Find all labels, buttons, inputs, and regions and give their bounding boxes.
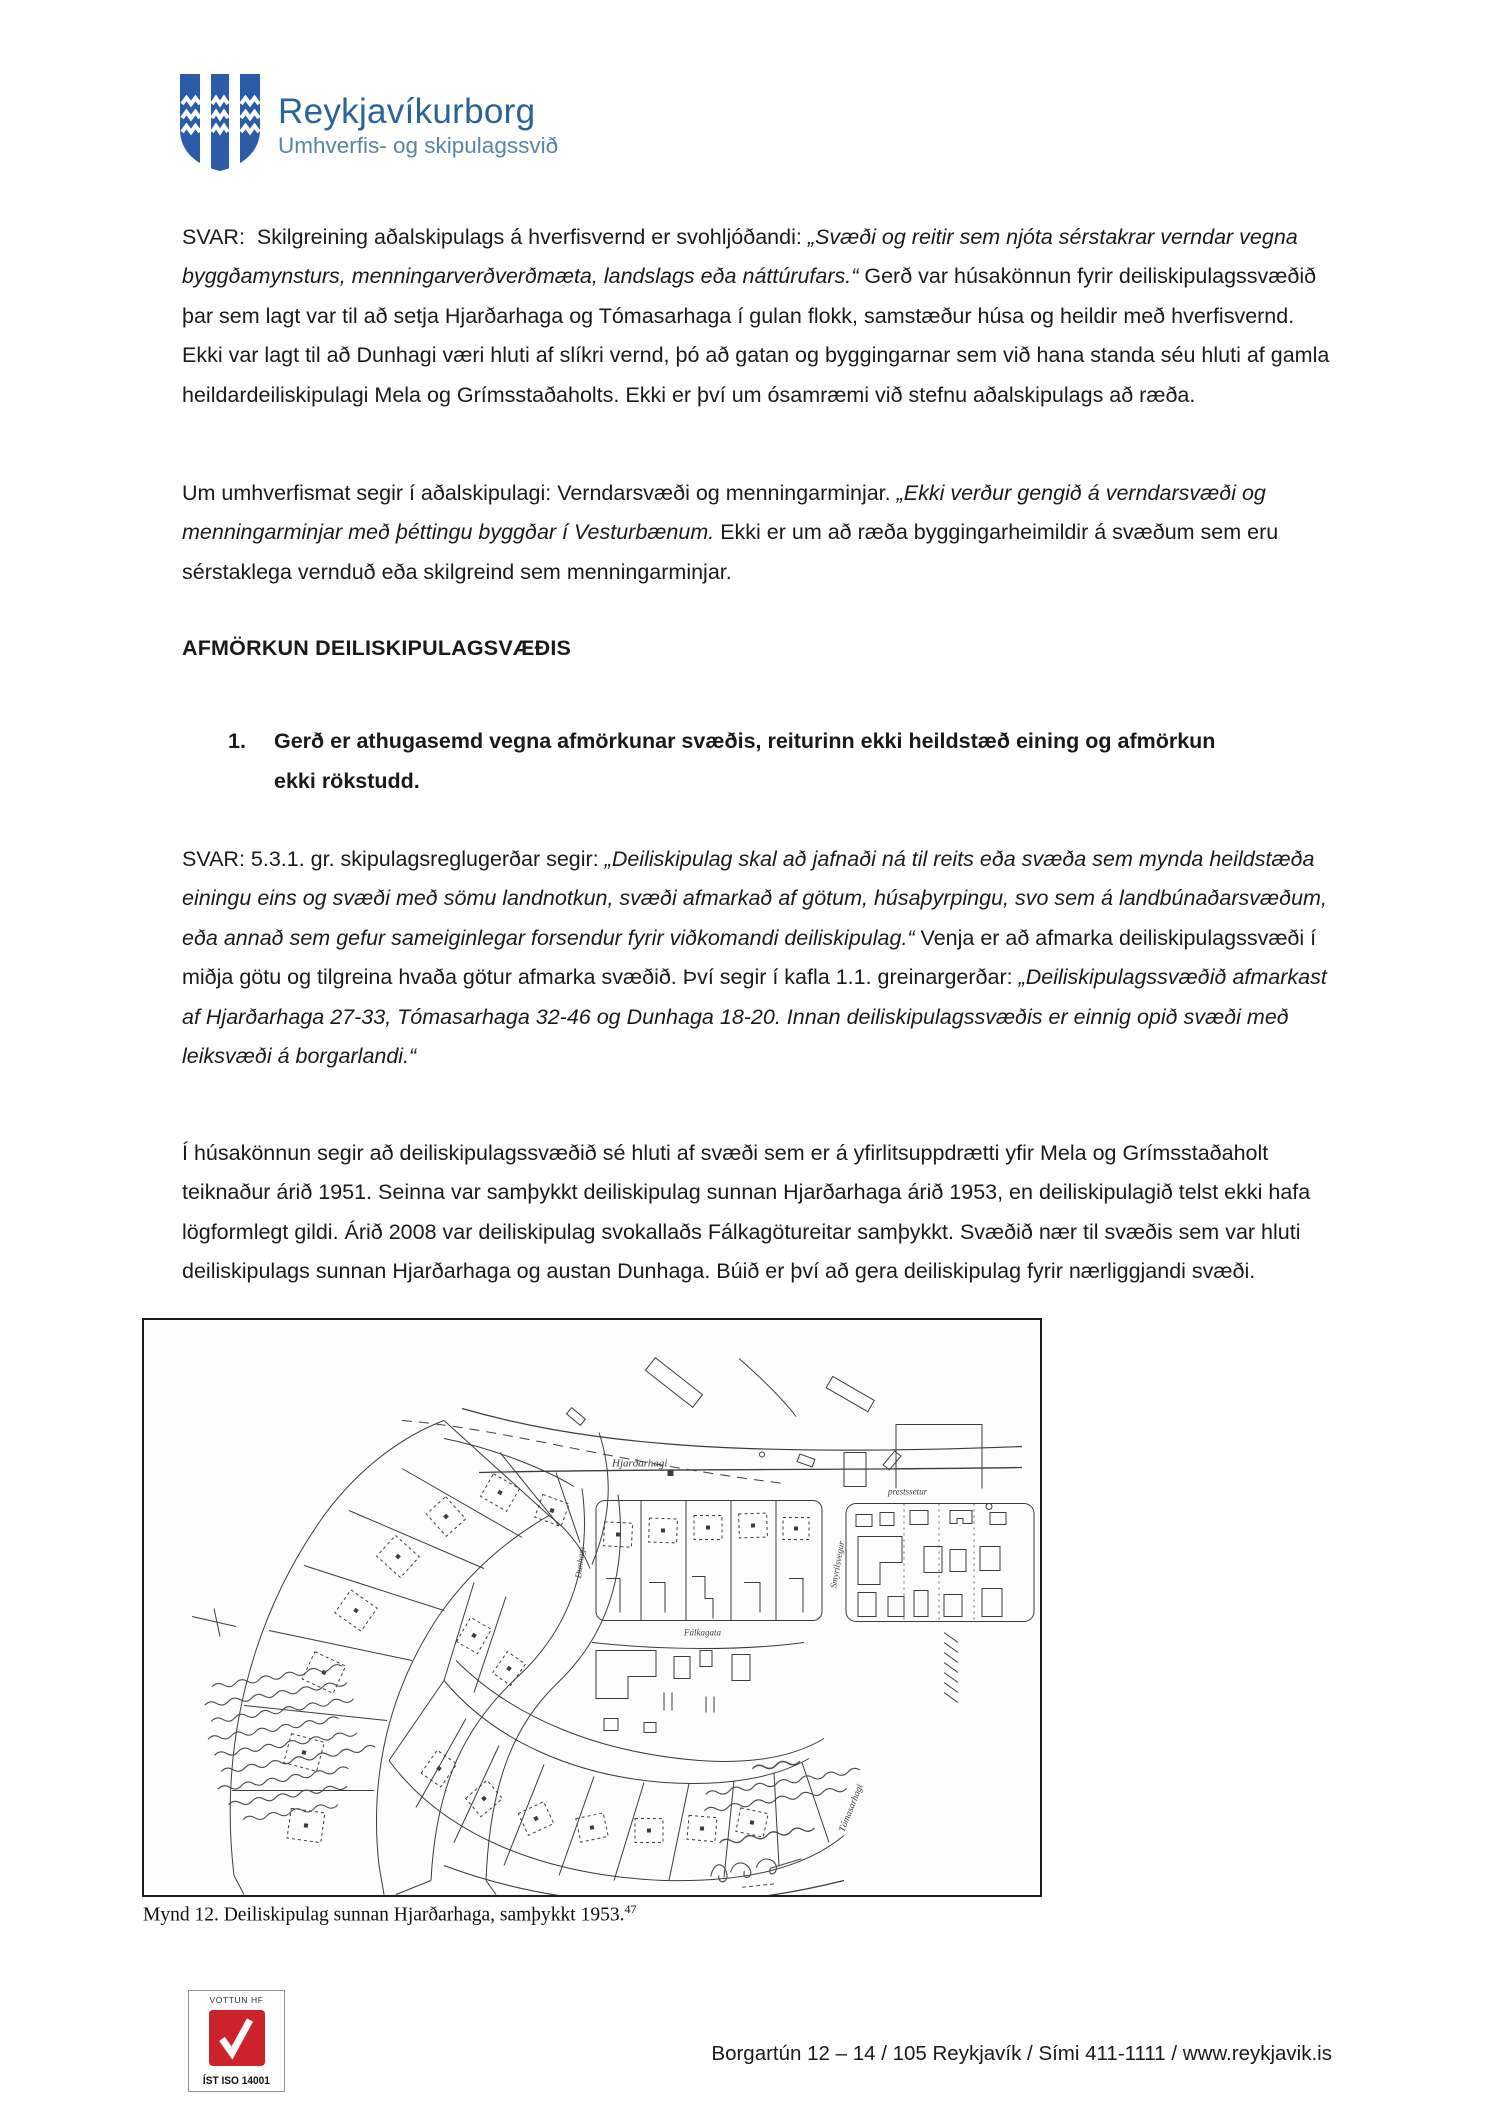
para3-prefix: SVAR: 5.3.1. gr. skipulagsreglugerðar segir: bbox=[182, 846, 605, 871]
list-text: Gerð er athugasemd vegna afmörkunar svæðis, reiturinn ekki heildstæð eining og afmörkun ekki rökstudd. bbox=[274, 729, 1216, 793]
paragraph-husakonnun: Í húsakönnun segir að deiliskipulagssvæðið sé hluti af svæði sem er á yfirlitsuppdrætti yfir Mela og Grímsstaðaholt teiknaður árið 1951. Seinna var samþykkt deiliskipulag sunnan Hjarðarhaga árið 1953, en deiliskipulagið telst ekki hafa lögformlegt gildi. Árið 2008 var deiliskipulag svokallaðs Fálkagötureitar samþykkt. Svæðið nær til svæðis sem var hluti deiliskipulags sunnan Hjarðarhaga og austan Dunhaga. Búið er því að gera deiliskipulag fyrir nærliggjandi svæði. bbox=[182, 1140, 1317, 1283]
para2-quote: „Ekki verður gengið á verndarsvæði og menningarminjar með þéttingu byggðar í Vesturbænum. bbox=[182, 480, 1272, 544]
para1-rest: Gerð var húsakönnun fyrir deiliskipulagssvæðið þar sem lagt var til að setja Hjarðarhaga og Tómasarhaga í gulan flokk, samstæður húsa og heildir með hverfisvernd. Ekki var lagt til að Dunhagi væri hluti af slíkri vernd, þó að gatan og byggingarnar sem við hana standa séu hluti af gamla heildardeiliskipulagi Mela og Grímsstaðaholts. Ekki er því um ósamræmi við stefnu aðalskipulags að ræða. bbox=[182, 264, 1336, 407]
list-number: 1. bbox=[228, 729, 246, 753]
footer-address: Borgartún 12 – 14 / 105 Reykjavík / Sími 411-1111 / www.reykjavik.is bbox=[711, 2042, 1332, 2065]
paragraph-svar-hverfisvernd bbox=[182, 218, 1337, 416]
department-name: Umhverfis- og skipulagssvið bbox=[278, 133, 559, 158]
checkmark-icon bbox=[208, 2009, 266, 2072]
map-street-dunhagi bbox=[192, 1489, 621, 1895]
numbered-comment-item bbox=[228, 722, 1258, 801]
map-block-center bbox=[596, 1501, 822, 1621]
figure-caption-footnote: 47 bbox=[624, 1902, 637, 1916]
map-block-east bbox=[846, 1504, 1034, 1622]
para3-quote2: „Deiliskipulagssvæðið afmarkast af Hjarðarhaga 27-33, Tómasarhaga 32-46 og Dunhaga 18-20. Innan deiliskipulagssvæðis er einnig opið svæði með leiksvæði á borgarlandi.“ bbox=[182, 965, 1333, 1068]
figure-caption-text: Mynd 12. Deiliskipulag sunnan Hjarðarhaga, samþykkt 1953. bbox=[143, 1904, 625, 1926]
map-label-falkagata: Fálkagata bbox=[684, 1627, 721, 1638]
handwritten-note bbox=[200, 1661, 384, 1826]
figure-caption bbox=[143, 1902, 636, 1927]
plan-map-drawing bbox=[144, 1320, 1040, 1895]
map-lot-fan-south bbox=[389, 1583, 844, 1896]
org-name: Reykjavíkurborg bbox=[278, 92, 536, 131]
map-hatch-strip bbox=[944, 1633, 958, 1703]
paragraph-svar-afmorkun bbox=[182, 840, 1337, 1077]
signature bbox=[710, 1855, 804, 1890]
plan-map-figure bbox=[142, 1318, 1042, 1897]
para2-prefix: Um umhverfismat segir í aðalskipulagi: Verndarsvæði og menningarminjar. bbox=[182, 480, 897, 505]
reykjavik-logo bbox=[178, 72, 558, 177]
map-label-smyrilsvegur: Smyrilsvegur bbox=[828, 1540, 847, 1589]
para3-mid: Venja er að afmarka deiliskipulagssvæði í miðja götu og tilgreina hvaða götur afmarka svæðið. Því segir í kafla 1.1. greinargerðar: bbox=[182, 925, 1323, 989]
para1-quote: „Svæði og reitir sem njóta sérstakrar verndar vegna byggðamynsturs, menningarverðverðmæta, landslags eða náttúrufars.“ bbox=[182, 224, 1304, 288]
coat-of-arms-icon bbox=[178, 72, 262, 177]
map-block-center-south bbox=[592, 1643, 804, 1733]
para1-prefix: SVAR: Skilgreining aðalskipulags á hverfisvernd er svohljóðandi: bbox=[182, 224, 808, 249]
map-label-hjardarhagi: Hjarðarhagi bbox=[612, 1457, 668, 1470]
para3-quote1: „Deiliskipulag skal að jafnaði ná til reits eða svæða sem mynda heildstæða einingu eins og svæði með sömu landnotkun, svæði afmarkað af götum, húsaþyrpingu, svo sem á landbúnaðarsvæðum, eða annað sem gefur sameiginlegar forsendur fyrir viðkomandi deiliskipulag.“ bbox=[182, 846, 1333, 950]
map-label-prestssetur: prestssetur bbox=[888, 1486, 928, 1497]
cert-bottom-label: ÍST ISO 14001 bbox=[203, 2075, 270, 2087]
para2-rest: Ekki er um að ræða byggingarheimildir á svæðum sem eru sérstaklega vernduð eða skilgreind sem menningarminjar. bbox=[182, 520, 1285, 584]
paragraph-umhverfismat bbox=[182, 474, 1337, 593]
map-label-dunhagi: Dunhagi bbox=[573, 1546, 587, 1579]
map-label-tomasarhagi: Tómasarhagi bbox=[837, 1783, 866, 1834]
section-heading: AFMÖRKUN DEILISKIPULAGSVÆÐIS bbox=[182, 636, 572, 660]
cert-top-label: VOTTUN HF bbox=[209, 1995, 264, 2005]
map-existing-buildings bbox=[567, 1358, 992, 1510]
iso-certification-badge bbox=[188, 1990, 285, 2092]
map-street-hjardarhagi bbox=[479, 1468, 1022, 1473]
